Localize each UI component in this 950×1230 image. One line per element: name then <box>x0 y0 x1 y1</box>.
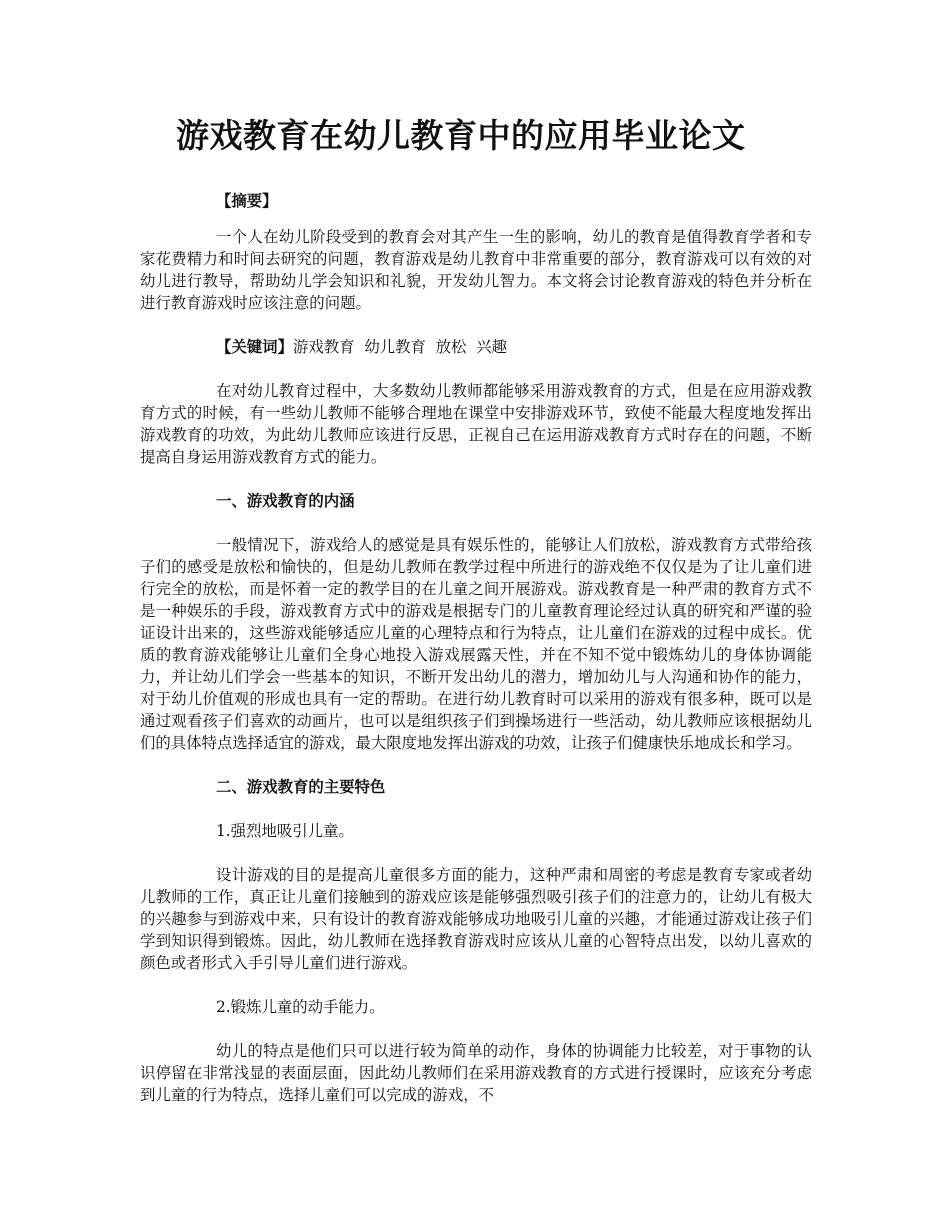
document-title: 游戏教育在幼儿教育中的应用毕业论文 <box>176 116 746 155</box>
intro-paragraph: 在对幼儿教育过程中，大多数幼儿教师都能够采用游戏教育的方式，但是在应用游戏教育方式的时候，有一些幼儿教师不能够合理地在课堂中安排游戏环节，致使不能最大程度地发挥出游戏教育的功效，为此幼儿教师应该进行反思，正视自己在运用游戏教育方式时存在的问题，不断提高自身运用游戏教育方式的能力。 <box>140 382 812 466</box>
section1-heading: 一、游戏教育的内涵 <box>216 492 355 510</box>
point2-heading: 2.锻炼儿童的动手能力。 <box>216 998 385 1016</box>
section2-heading: 二、游戏教育的主要特色 <box>216 778 386 796</box>
abstract-heading: 【摘要】 <box>216 192 278 210</box>
keywords-label: 【关键词】 <box>216 338 293 356</box>
section1-paragraph: 一般情况下，游戏给人的感觉是具有娱乐性的，能够让人们放松，游戏教育方式带给孩子们的感受是放松和愉快的，但是幼儿教师在教学过程中所进行的游戏绝不仅仅是为了让儿童们进行完全的放松，而是怀着一定的教学目的在儿童之间开展游戏。游戏教育是一种严肃的教育方式不是一种娱乐的手段，游戏教育方式中的游戏是根据专门的儿童教育理论经过认真的研究和严谨的验证设计出来的，这些游戏能够适应儿童的心理特点和行为特点，让儿童们在游戏的过程中成长。优质的教育游戏能够让儿童们全身心地投入游戏展露天性，并在不知不觉中锻炼幼儿的身体协调能力，并让幼儿们学会一些基本的知识，不断开发出幼儿的潜力，增加幼儿与人沟通和协作的能力，对于幼儿价值观的形成也具有一定的帮助。在进行幼儿教育时可以采用的游戏有很多种，既可以是通过观看孩子们喜欢的动画片，也可以是组织孩子们到操场进行一些活动，幼儿教师应该根据幼儿们的具体特点选择适宜的游戏，最大限度地发挥出游戏的功效，让孩子们健康快乐地成长和学习。 <box>140 536 812 752</box>
point1-paragraph: 设计游戏的目的是提高儿童很多方面的能力，这种严肃和周密的考虑是教育专家或者幼儿教师的工作，真正让儿童们接触到的游戏应该是能够强烈吸引孩子们的注意力的，让幼儿有极大的兴趣参与到游戏中来，只有设计的教育游戏能够成功地吸引儿童的兴趣，才能通过游戏让孩子们学到知识得到锻炼。因此，幼儿教师在选择教育游戏时应该从儿童的心智特点出发，以幼儿喜欢的颜色或者形式入手引导儿童们进行游戏。 <box>140 866 812 972</box>
keywords-text: 游戏教育 幼儿教育 放松 兴趣 <box>292 338 508 356</box>
point2-paragraph: 幼儿的特点是他们只可以进行较为简单的动作，身体的协调能力比较差，对于事物的认识停留在非常浅显的表面层面，因此幼儿教师们在采用游戏教育的方式进行授课时，应该充分考虑到儿童的行为特点，选择儿童们可以完成的游戏，不 <box>140 1042 812 1104</box>
document-page <box>140 112 812 1128</box>
point1-heading: 1.强烈地吸引儿童。 <box>216 822 354 840</box>
keywords-line <box>140 336 812 358</box>
abstract-paragraph: 一个人在幼儿阶段受到的教育会对其产生一生的影响，幼儿的教育是值得教育学者和专家花费精力和时间去研究的问题，教育游戏是幼儿教育中非常重要的部分，教育游戏可以有效的对幼儿进行教导，帮助幼儿学会知识和礼貌，开发幼儿智力。本文将会讨论教育游戏的特色并分析在进行教育游戏时应该注意的问题。 <box>140 228 812 312</box>
